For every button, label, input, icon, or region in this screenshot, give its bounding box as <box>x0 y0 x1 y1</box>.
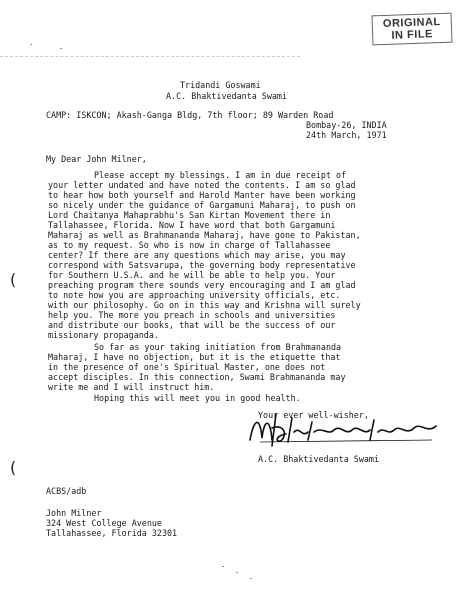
valediction: Your ever well-wisher, <box>258 410 369 420</box>
scan-speck <box>30 44 32 45</box>
scan-speck <box>250 578 252 579</box>
body-line: write me and I will instruct him. <box>48 382 215 392</box>
scan-speck <box>236 572 238 573</box>
recipient-city: Tallahassee, Florida 32301 <box>46 528 178 538</box>
body-line: Tallahassee, Florida. Now I have word that both Gargamuni <box>48 220 336 230</box>
body-line: so nicely under the guidance of Gargamuni Maharaj, to push on <box>48 200 356 210</box>
body-line: Maharaj as well as Brahmananda Maharaj, have gone to Pakistan, <box>48 230 361 240</box>
sender-title: Tridandi Goswami <box>180 80 261 90</box>
scan-speck <box>60 48 62 49</box>
letter-date: 24th March, 1971 <box>306 130 387 140</box>
reference-initials: ACBS/adb <box>46 486 87 496</box>
body-line: Lord Chaitanya Mahaprabhu's San Kirtan Movement there in <box>48 210 331 220</box>
stamp-line1: ORIGINAL <box>382 15 441 31</box>
camp-city: Bombay-26, INDIA <box>306 120 387 130</box>
body-line: accept disciples. In this connection, Swami Brahmananda may <box>48 372 346 382</box>
original-in-file-stamp <box>372 13 453 46</box>
sender-name: A.C. Bhaktivedanta Swami <box>166 91 288 101</box>
body-line: help you. The more you preach in schools and universities <box>48 310 336 320</box>
scan-noise <box>0 56 300 58</box>
stamp-line2: IN FILE <box>391 28 434 42</box>
body-line: with our philosophy. Go on in this way and Krishna will surely <box>48 300 361 310</box>
body-line: and distribute our books, that will be the success of our <box>48 320 336 330</box>
body-line: center? If there are any questions which may arise, you may <box>48 250 346 260</box>
body-line: to note how you are approaching university officials, etc. <box>48 290 341 300</box>
signer-name: A.C. Bhaktivedanta Swami <box>258 454 380 464</box>
body-line: Hoping this will meet you in good health. <box>94 393 301 403</box>
body-line: Maharaj, I have no objection, but it is the etiquette that <box>48 352 341 362</box>
handwritten-signature <box>242 410 442 450</box>
scan-speck <box>222 566 224 567</box>
recipient-name: John Milner <box>46 508 102 518</box>
punch-hole-mark: ( <box>10 458 17 477</box>
body-line: missionary propaganda. <box>48 330 159 340</box>
recipient-street: 324 West College Avenue <box>46 518 162 528</box>
punch-hole-mark: ( <box>10 270 17 289</box>
body-line: Please accept my blessings. I am in due receipt of <box>94 170 347 180</box>
body-line: your letter undated and have noted the contents. I am so glad <box>48 180 356 190</box>
body-line: So far as your taking initiation from Brahmananda <box>94 342 342 352</box>
salutation: My Dear John Milner, <box>46 154 147 164</box>
camp-address: CAMP: ISKCON; Akash-Ganga Bldg, 7th floor; 89 Warden Road <box>46 110 334 120</box>
body-line: in the presence of one's Spiritual Master, one does not <box>48 362 326 372</box>
body-line: for Southern U.S.A. and he will be able to help you. Your <box>48 270 336 280</box>
body-line: correspond with Satsvarupa, the governing body representative <box>48 260 356 270</box>
body-line: preaching program there sounds very encouraging and I am glad <box>48 280 356 290</box>
body-line: to hear how both yourself and Harold Manter have been working <box>48 190 356 200</box>
body-line: as to my request. So who is now in charge of Tallahassee <box>48 240 331 250</box>
